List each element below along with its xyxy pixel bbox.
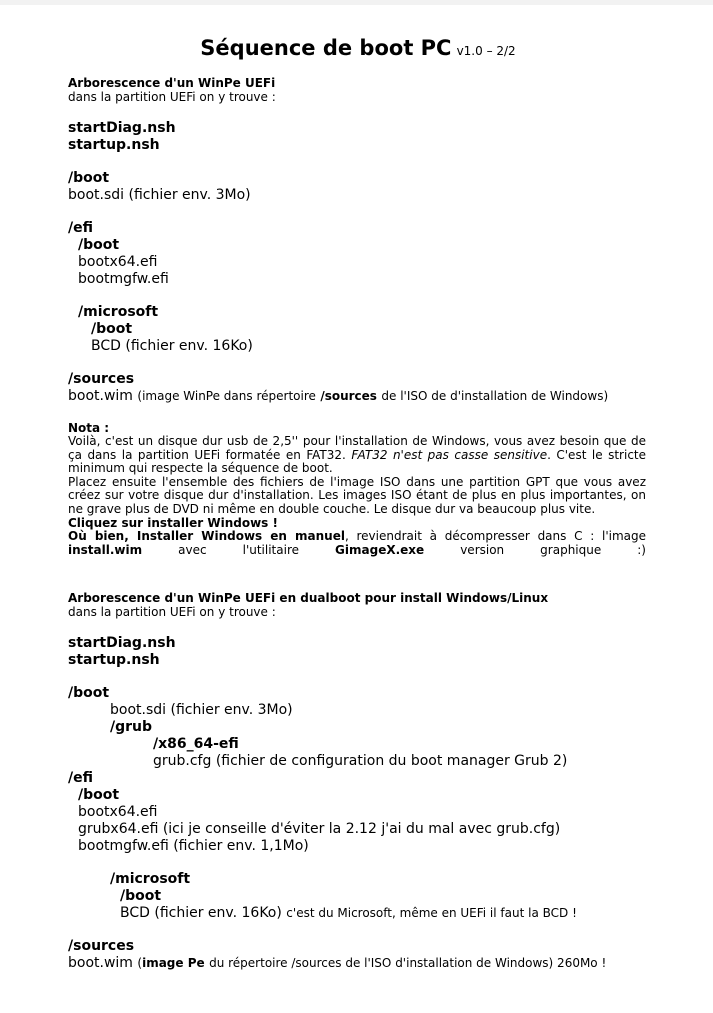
dir-microsoft-boot-2: /boot (120, 888, 162, 905)
file-boot-sdi: boot.sdi (fichier env. 3Mo) (68, 187, 251, 203)
dir-boot-2: /boot (68, 685, 110, 702)
note-manual-bold: Où bien, Installer Windows en manuel (68, 529, 345, 544)
section-heading-dualboot: Arborescence d'un WinPe UEFi en dualboot pour install Windows/Linux (68, 591, 549, 606)
note-block (68, 421, 648, 557)
dir-efi-2: /efi (68, 770, 93, 787)
dir-microsoft-2: /microsoft (110, 871, 191, 888)
file-startdiag: startDiag.nsh (68, 120, 176, 136)
section-heading: Arborescence d'un WinPe UEFi (68, 76, 276, 90)
top-border (0, 0, 713, 5)
dir-x86-64-efi: /x86_64-efi (153, 736, 239, 753)
boot-wim-name-2: boot.wim (68, 955, 133, 972)
file-grubx64: grubx64.efi (ici je conseille d'éviter la 2.12 j'ai du mal avec grub.cfg) (78, 821, 561, 838)
dir-microsoft: /microsoft (78, 304, 159, 320)
title-main: Séquence de boot PC (200, 36, 452, 60)
section-subtitle-dualboot: dans la partition UEFi on y trouve : (68, 605, 276, 620)
file-grub-cfg: grub.cfg (fichier de configuration du boot manager Grub 2) (153, 753, 568, 770)
note-body (68, 435, 646, 557)
boot-wim-paren: ( (137, 956, 143, 971)
file-bootx64-2: bootx64.efi (78, 804, 158, 821)
note-paragraph-1 (68, 435, 646, 476)
file-bootx64: bootx64.efi (78, 254, 158, 270)
dir-efi: /efi (68, 220, 93, 236)
section-subtitle: dans la partition UEFi on y trouve : (68, 90, 276, 104)
boot-wim-note-2: du répertoire /sources de l'ISO d'installation de Windows) 260Mo ! (209, 956, 607, 971)
dir-efi-boot: /boot (78, 237, 120, 253)
note-install-cta: Cliquez sur installer Windows ! (68, 515, 278, 530)
dir-sources: /sources (68, 371, 135, 387)
file-startup-2: startup.nsh (68, 652, 160, 669)
file-startdiag-2: startDiag.nsh (68, 635, 176, 652)
boot-wim-note-bold: /sources (320, 389, 377, 403)
boot-wim-image-pe: image Pe (142, 956, 205, 971)
note-paragraph-4 (68, 530, 646, 557)
dir-microsoft-boot: /boot (91, 321, 133, 337)
file-boot-wim-2 (68, 955, 648, 972)
note-paragraph-2: Placez ensuite l'ensemble des fichiers de l'image ISO dans une partition GPT que vous avez créez sur votre disque dur d'installation. Les images ISO étant de plus en plus importantes, on ne grave plus de DVD ni même en double couche. Le disque dur va beaucoup plus vite. (68, 474, 646, 516)
dir-sources-2: /sources (68, 938, 135, 955)
bcd-name: BCD (fichier env. 16Ko) (120, 905, 282, 922)
boot-wim-note-pre: (image WinPe dans répertoire (137, 389, 316, 403)
file-bcd: BCD (fichier env. 16Ko) (91, 338, 253, 354)
file-bcd-2 (68, 905, 648, 922)
note-text-1a: Voilà, c'est un disque dur usb de 2,5'' pour l'installation de Windows, vous avez besoin que de ça dans la partition UEFi formatée en FAT32. (68, 434, 646, 462)
dir-grub: /grub (110, 719, 153, 736)
file-bootmgfw-2: bootmgfw.efi (fichier env. 1,1Mo) (78, 838, 309, 855)
file-startup: startup.nsh (68, 137, 160, 153)
bcd-note: c'est du Microsoft, même en UEFi il faut la BCD ! (286, 906, 577, 921)
document-page (68, 36, 648, 972)
dir-boot: /boot (68, 170, 110, 186)
note-text-4a: , reviendrait à décompresser dans C : l'image (344, 529, 646, 544)
file-boot-wim (68, 388, 648, 405)
note-italic: FAT32 n'est pas casse sensitive (351, 447, 548, 462)
file-boot-sdi-2: boot.sdi (fichier env. 3Mo) (110, 702, 293, 719)
note-gimagex: GimageX.exe (335, 542, 425, 557)
section-dualboot (68, 591, 648, 972)
note-text-4c: version graphique :) (460, 542, 646, 557)
title-version: v1.0 – 2/2 (456, 44, 516, 58)
note-text-4b: avec l'utilitaire (178, 542, 300, 557)
note-install-wim: install.wim (68, 542, 143, 557)
boot-wim-name: boot.wim (68, 388, 133, 404)
boot-wim-note-post: de l'ISO de d'installation de Windows) (381, 389, 609, 403)
file-bootmgfw: bootmgfw.efi (78, 271, 169, 287)
page-title (68, 36, 648, 60)
note-text-1b: . C'est le stricte minimum qui respecte la séquence de boot. (68, 447, 647, 476)
note-title: Nota : (68, 421, 110, 435)
dir-efi-boot-2: /boot (78, 787, 120, 804)
section-winpe-uefi (68, 76, 648, 405)
